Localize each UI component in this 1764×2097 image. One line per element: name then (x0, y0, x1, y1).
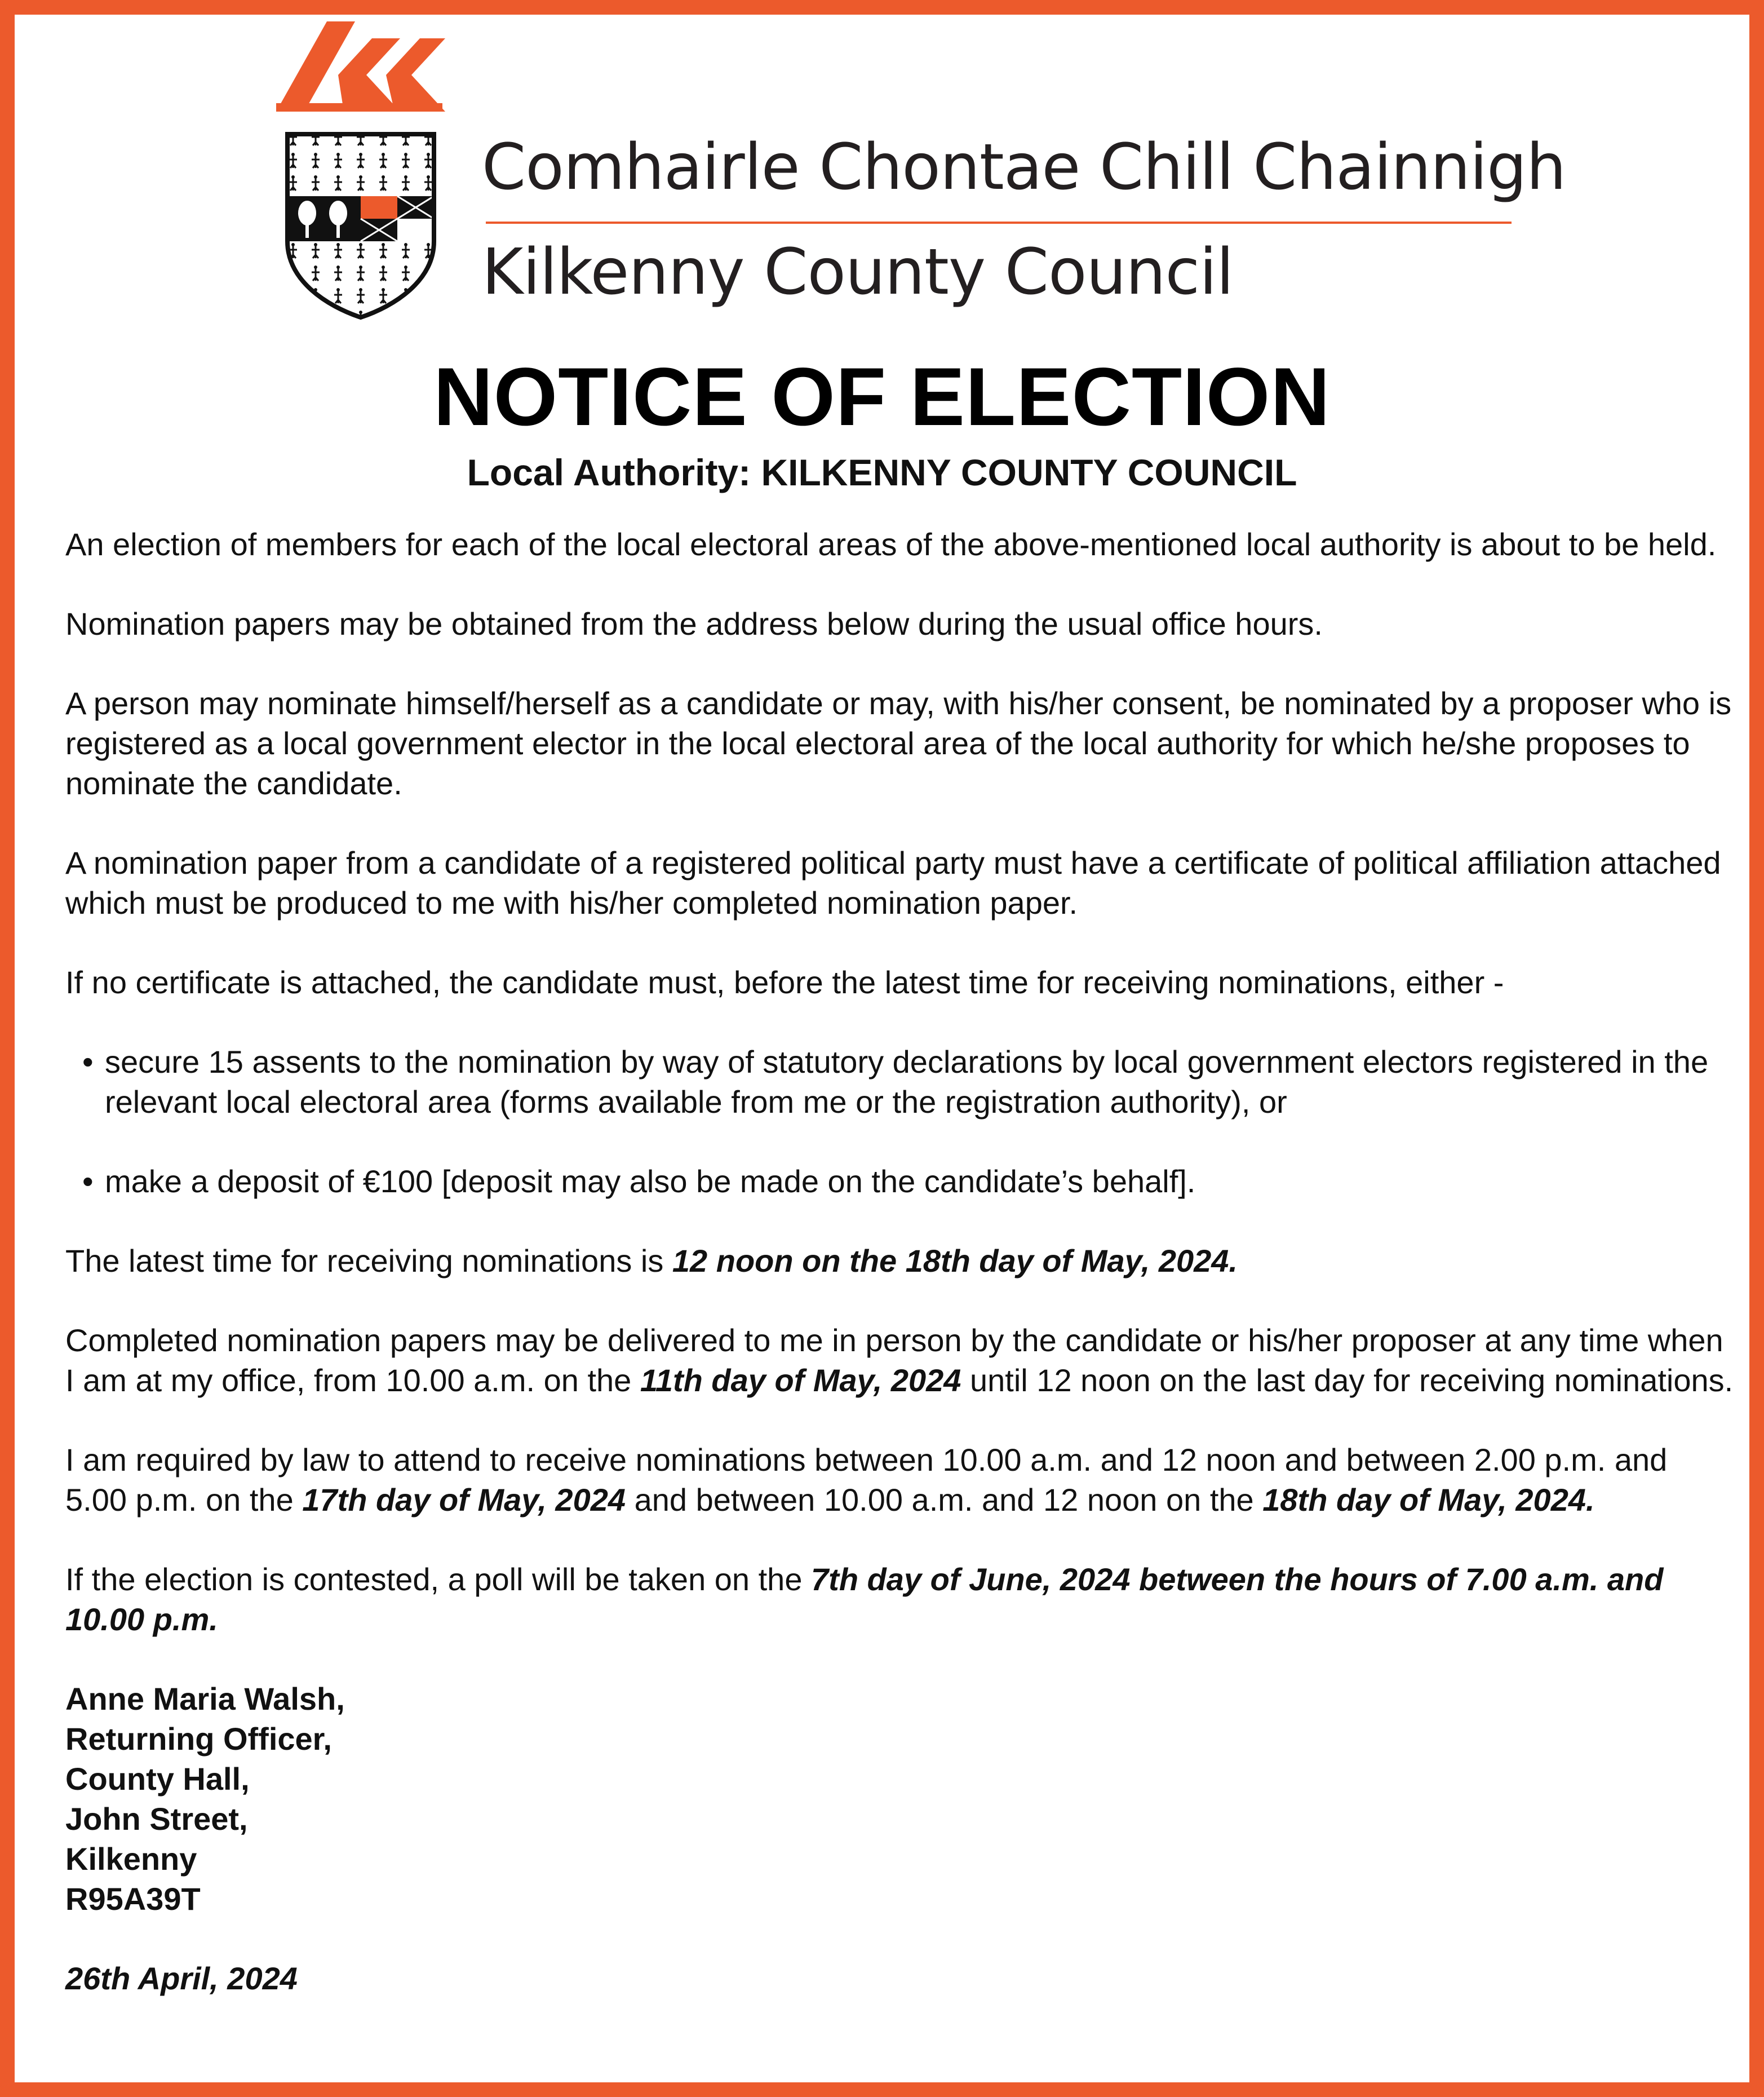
header-divider (486, 222, 1512, 224)
kilkenny-crest-icon (282, 129, 440, 320)
signature-block (65, 1679, 1734, 1919)
notice-title: NOTICE OF ELECTION (433, 351, 1331, 443)
latest-time-text: The latest time for receiving nominations is (65, 1243, 672, 1278)
poll-text: If the election is contested, a poll will be taken on the (65, 1561, 812, 1597)
attend-text-a: I am required by law to attend to receive nominations between 10.00 a.m. and 12 noon and between 2.00 p.m. and 5.00 p.m. on the (65, 1442, 1668, 1518)
paragraph-poll (65, 1559, 1734, 1639)
kk-chevron-logo-icon (276, 21, 445, 112)
notice-subtitle: Local Authority: KILKENNY COUNTY COUNCIL (467, 452, 1297, 493)
council-name-irish: Comhairle Chontae Chill Chainnigh (482, 131, 1566, 204)
council-name-english: Kilkenny County Council (482, 236, 1234, 309)
paragraph-nomination-rules: A person may nominate himself/herself as a candidate or may, with his/her consent, be nominated by a proposer who is registered as a local government elector in the local electoral area of the local authority for which he/she proposes to nominate the candidate. (65, 685, 1732, 801)
paragraph-nomination-papers: Nomination papers may be obtained from the address below during the usual office hours. (65, 606, 1323, 642)
notice-body (65, 524, 1734, 1998)
signatory-role: Returning Officer, (65, 1721, 332, 1757)
list-item-assents: • secure 15 assents to the nomination by way of statutory declarations by local government electors registered in the relevant local electoral area (forms available from me or the registration authority), or (65, 1042, 1734, 1122)
options-list (65, 1042, 1734, 1201)
paragraph-attendance (65, 1440, 1734, 1520)
paragraph-certificate: A nomination paper from a candidate of a registered political party must have a certificate of political affiliation attached which must be produced to me with his/her completed nomination paper. (65, 845, 1721, 921)
signatory-name: Anne Maria Walsh, (65, 1681, 345, 1716)
attend-date-1: 17th day of May, 2024 (302, 1482, 626, 1518)
address-line-3: Kilkenny (65, 1841, 197, 1877)
delivery-text-a: Completed nomination papers may be delivered to me in person by the candidate or his/her proposer at any time when I am at my office, from 10.00 a.m. on the (65, 1322, 1723, 1398)
paragraph-election-held: An election of members for each of the local electoral areas of the above-mentioned local authority is about to be held. (65, 527, 1717, 562)
address-line-2: John Street, (65, 1801, 248, 1837)
attend-date-2: 18th day of May, 2024. (1262, 1482, 1595, 1518)
poll-value: 7th day of June, 2024 between the hours of 7.00 a.m. and 10.00 p.m. (65, 1561, 1664, 1637)
paragraph-latest-time (65, 1241, 1734, 1281)
eircode: R95A39T (65, 1881, 201, 1917)
notice-date: 26th April, 2024 (65, 1961, 298, 1996)
paragraph-no-certificate: If no certificate is attached, the candidate must, before the latest time for receiving nominations, either - (65, 965, 1504, 1000)
address-line-1: County Hall, (65, 1761, 250, 1797)
delivery-date: 11th day of May, 2024 (640, 1362, 961, 1398)
paragraph-delivery (65, 1320, 1734, 1400)
attend-text-b: and between 10.00 a.m. and 12 noon on the (626, 1482, 1263, 1518)
latest-time-value: 12 noon on the 18th day of May, 2024. (672, 1243, 1238, 1278)
delivery-text-b: until 12 noon on the last day for receiving nominations. (961, 1362, 1734, 1398)
list-item-deposit: • make a deposit of €100 [deposit may also be made on the candidate’s behalf]. (65, 1161, 1734, 1201)
